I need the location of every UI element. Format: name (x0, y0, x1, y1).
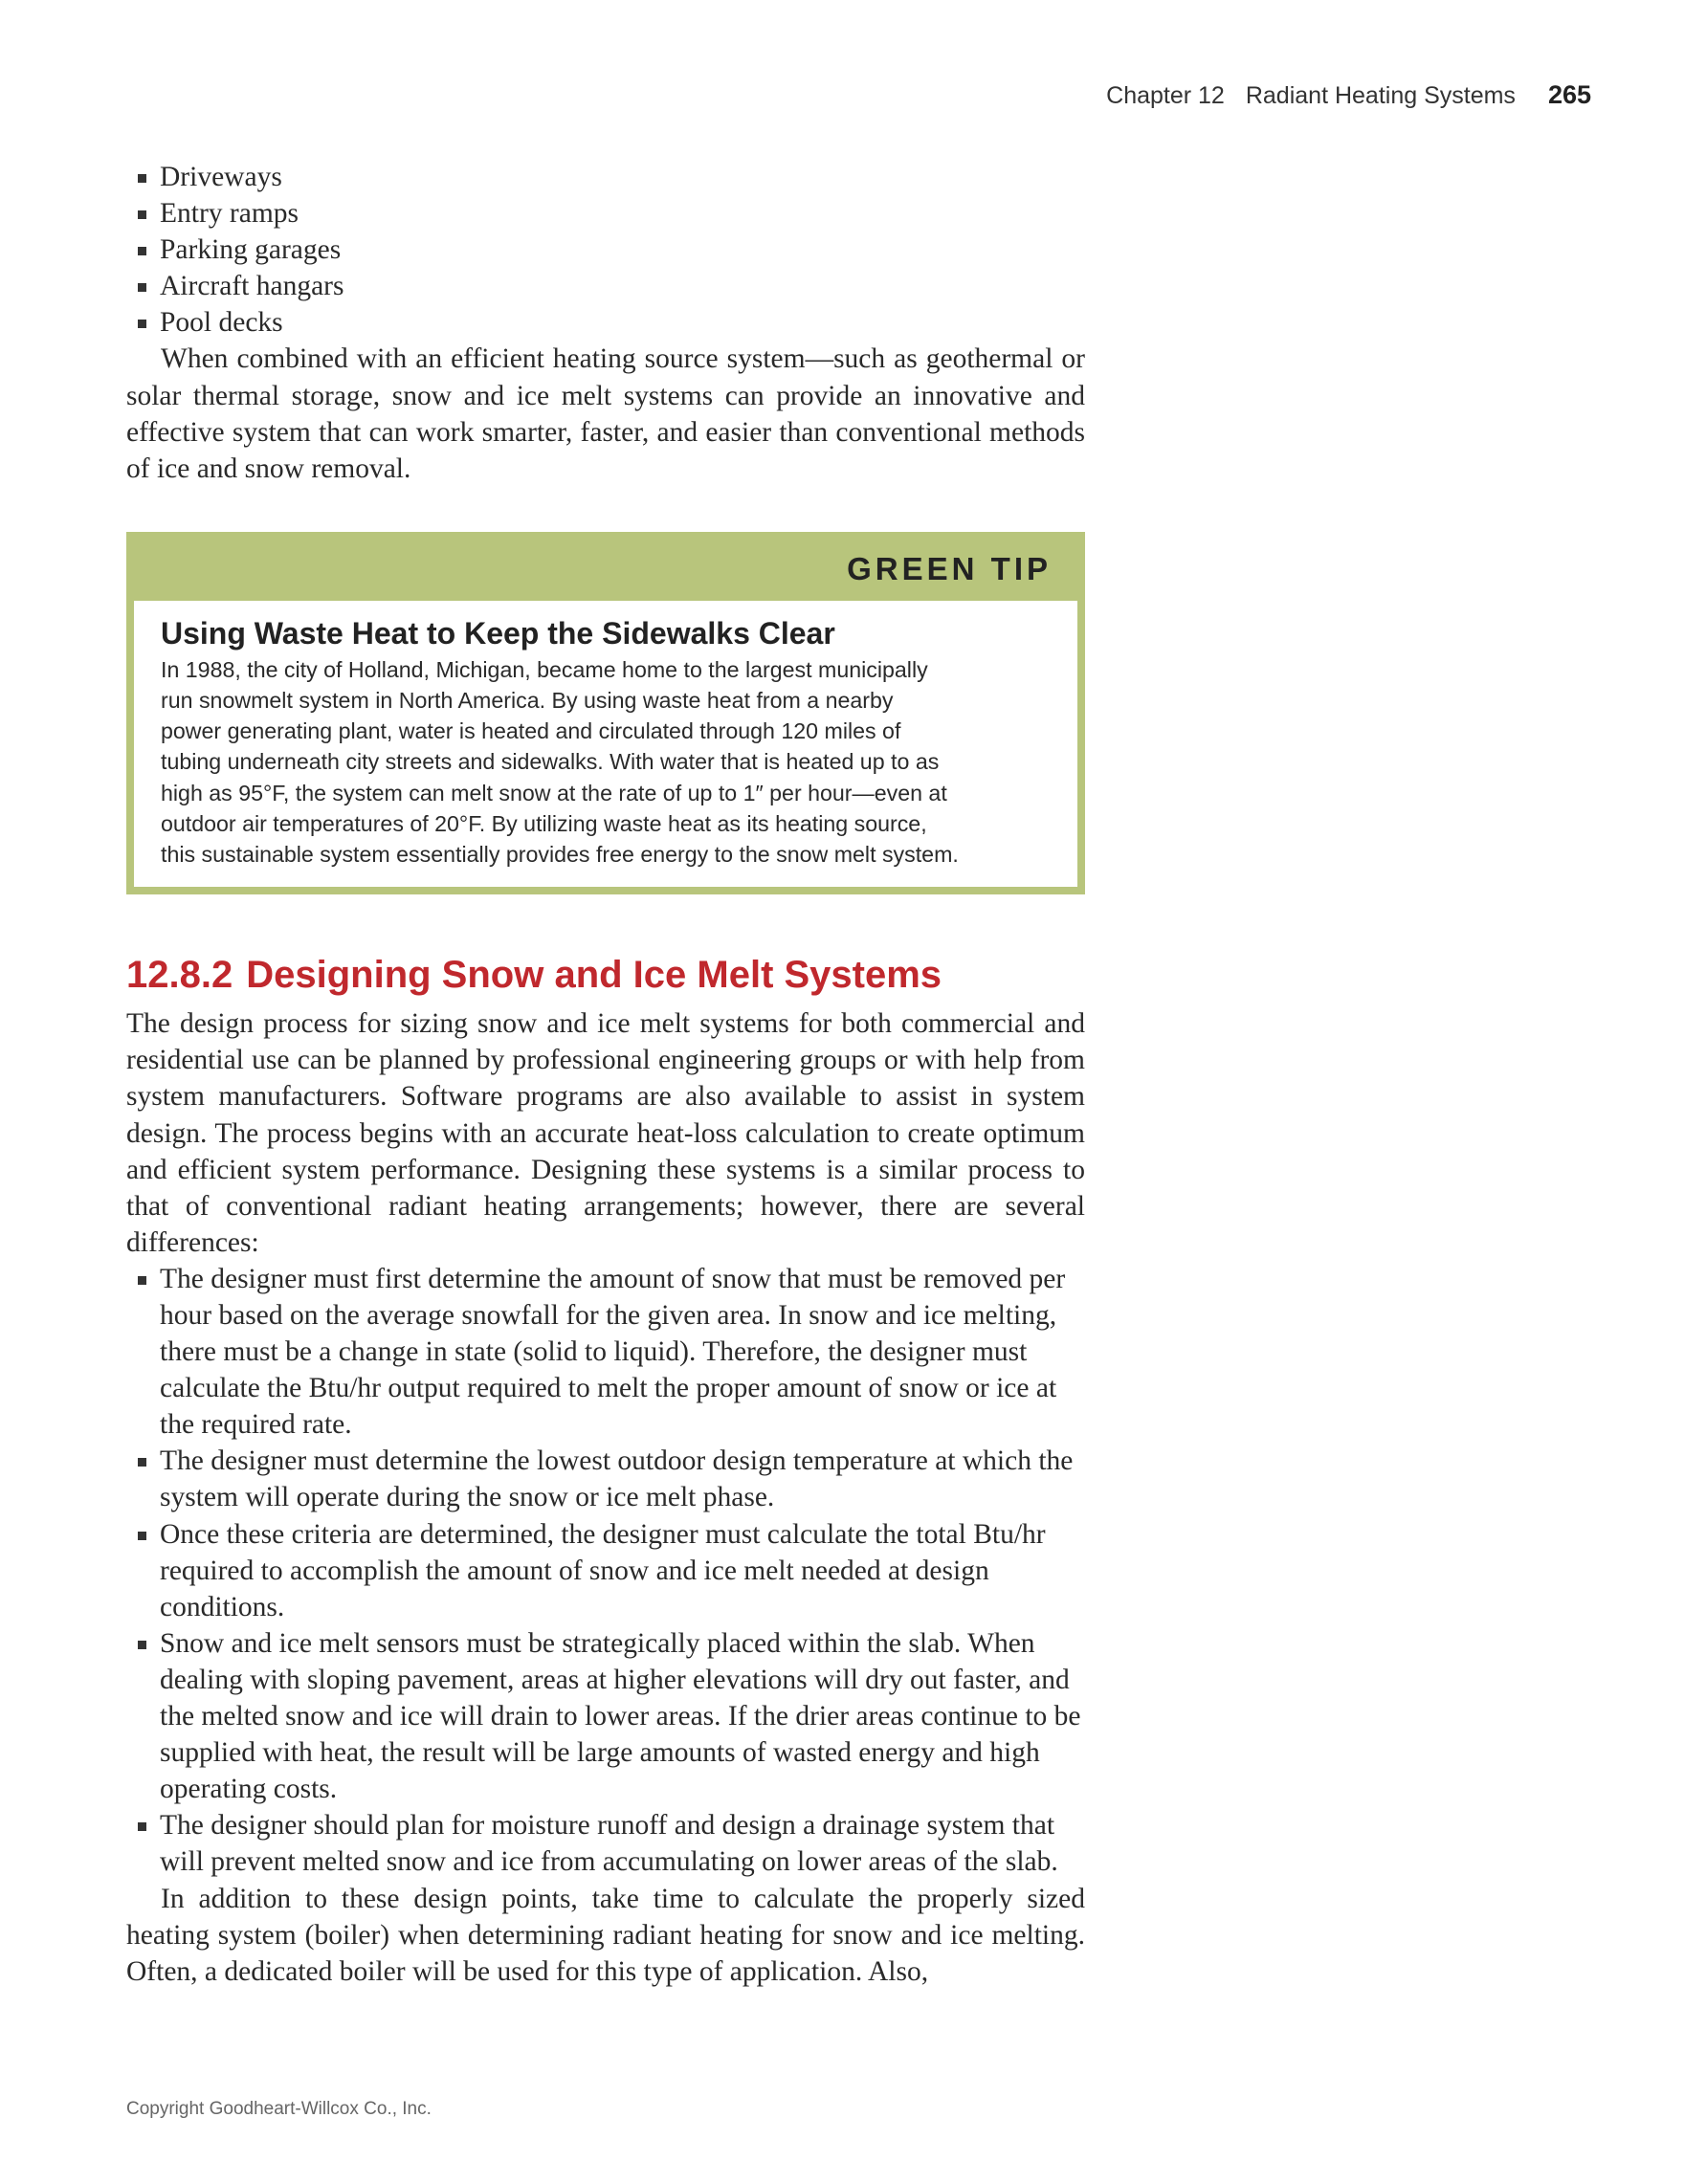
green-tip-title: Using Waste Heat to Keep the Sidewalks Clear (161, 615, 835, 651)
tip-line: tubing underneath city streets and sidewalks. With water that is heated up to as (161, 749, 940, 775)
section-title: Designing Snow and Ice Melt Systems (246, 954, 942, 997)
page-number: 265 (1547, 80, 1591, 109)
list-item: The designer must first determine the amount of snow that must be removed per hour based on the average snowfall for the given area. In snow and ice melting, there must be a change in state (solid to liquid). Therefore, the designer must calculate the Btu/hr output required to melt the proper amount of snow or ice at the required rate. (126, 1261, 1085, 1443)
chapter-title: Radiant Heating Systems (1245, 82, 1516, 109)
green-tip-text (161, 654, 1056, 870)
list-item: Driveways (126, 159, 1085, 195)
list-item: Pool decks (126, 304, 1085, 341)
list-item: Aircraft hangars (126, 268, 1085, 304)
intro-paragraph: When combined with an efficient heating source system—such as geothermal or solar thermal storage, snow and ice melt systems can provide an innovative and effective system that can work smarter, faster, and easier than conventional methods of ice and snow removal. (126, 343, 1085, 484)
green-tip-body (134, 601, 1077, 887)
tip-line: outdoor air temperatures of 20°F. By utilizing waste heat as its heating source, (161, 810, 927, 836)
green-tip-label: GREEN TIP (847, 550, 1052, 586)
section-heading (126, 950, 1085, 1000)
list-item: The designer should plan for moisture runoff and design a drainage system that will prevent melted snow and ice from accumulating on lower areas of the slab. (126, 1807, 1085, 1880)
running-head (1106, 80, 1591, 110)
list-item: Entry ramps (126, 195, 1085, 232)
chapter-label: Chapter 12 (1106, 82, 1225, 109)
list-item: The designer must determine the lowest outdoor design temperature at which the system will operate during the snow or ice melt phase. (126, 1443, 1085, 1515)
list-item: Parking garages (126, 232, 1085, 268)
tip-line: power generating plant, water is heated and circulated through 120 miles of (161, 718, 901, 744)
design-differences-list (126, 1261, 1085, 1881)
list-item: Snow and ice melt sensors must be strategically placed within the slab. When dealing with sloping pavement, areas at higher elevations will dry out faster, and the melted snow and ice will drain to lower areas. If the drier areas continue to be supplied with heat, the result will be large amounts of wasted energy and high operating costs. (126, 1625, 1085, 1807)
list-item: Once these criteria are determined, the designer must calculate the total Btu/hr required to accomplish the amount of snow and ice melt needed at design conditions. (126, 1516, 1085, 1625)
tip-line: run snowmelt system in North America. By using waste heat from a nearby (161, 688, 894, 714)
application-list (126, 159, 1085, 341)
closing-paragraph: In addition to these design points, take time to calculate the properly sized heating system (boiler) when determining radiant heating for snow and ice melting. Often, a dedicated boiler will be used for this type of application. Also, (126, 1883, 1085, 1987)
page-content (126, 159, 1085, 1990)
tip-line: high as 95°F, the system can melt snow at the rate of up to 1″ per hour—even at (161, 780, 947, 805)
section-paragraph: The design process for sizing snow and ice melt systems for both commercial and residential use can be planned by professional engineering groups or with help from system manufacturers. Software programs are also available to assist in system design. The process begins with an accurate heat-loss calculation to create optimum and efficient system performance. Designing these systems is a similar process to that of conventional radiant heating arrangements; however, there are several differences: (126, 1008, 1085, 1258)
tip-line: this sustainable system essentially provides free energy to the snow melt system. (161, 842, 959, 868)
green-tip-box (126, 532, 1085, 894)
section-number: 12.8.2 (126, 954, 233, 997)
tip-line: In 1988, the city of Holland, Michigan, became home to the largest municipally (161, 656, 928, 682)
copyright-footer: Copyright Goodheart-Willcox Co., Inc. (126, 2099, 432, 2119)
